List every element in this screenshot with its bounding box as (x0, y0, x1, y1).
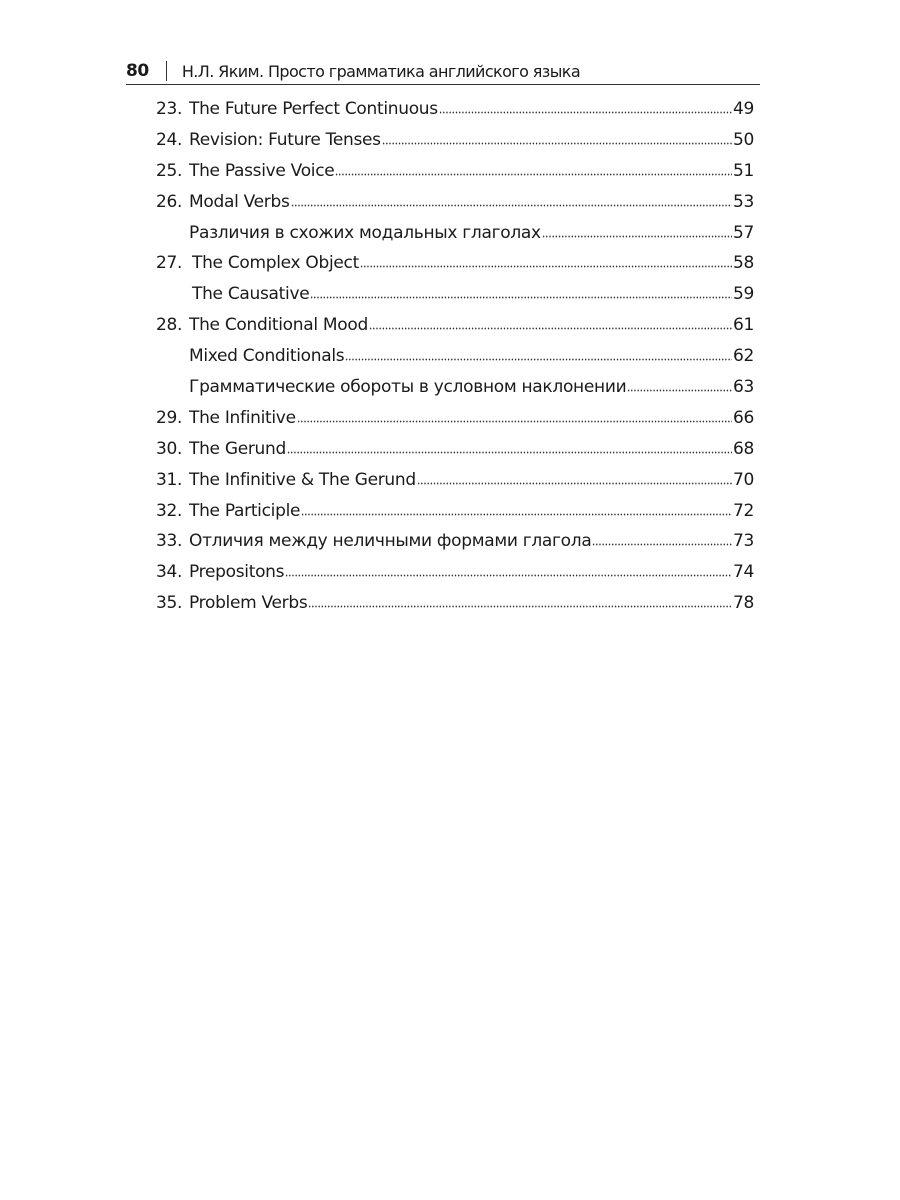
entry-number: 24. (156, 129, 183, 150)
dot-leader (297, 409, 732, 423)
dot-leader (382, 131, 732, 145)
dot-leader (308, 594, 732, 608)
dot-leader (285, 563, 732, 577)
dot-leader (335, 162, 732, 176)
entry-title: The Participle (189, 500, 301, 521)
toc-entry[interactable] (156, 557, 754, 588)
entry-page: 78 (732, 593, 754, 614)
entry-page: 51 (732, 160, 754, 181)
entry-number: 33. (156, 531, 183, 552)
entry-number: 25. (156, 160, 183, 181)
entry-page: 50 (732, 129, 754, 150)
toc-entry[interactable] (156, 310, 754, 341)
entry-title: The Infinitive (189, 407, 296, 428)
entry-page: 74 (732, 562, 754, 583)
dot-leader (417, 471, 732, 485)
entry-page: 59 (732, 284, 754, 305)
entry-page: 66 (732, 407, 754, 428)
dot-leader (301, 502, 732, 516)
dot-leader (360, 254, 732, 268)
toc-subentry[interactable] (156, 218, 754, 249)
dot-leader (291, 193, 732, 207)
toc-entry[interactable] (156, 496, 754, 527)
entry-page: 63 (732, 377, 754, 398)
dot-leader (439, 100, 732, 114)
entry-page: 70 (732, 469, 754, 490)
page-number: 80 (126, 61, 149, 81)
toc-entry[interactable] (156, 434, 754, 465)
entry-title: Отличия между неличными формами глагола (189, 531, 592, 552)
toc-entry[interactable] (156, 465, 754, 496)
table-of-contents (156, 94, 754, 619)
entry-title: Mixed Conditionals (189, 346, 345, 367)
toc-entry[interactable] (156, 588, 754, 619)
entry-title: Revision: Future Tenses (189, 129, 381, 150)
toc-subentry[interactable] (156, 341, 754, 372)
dot-leader (345, 347, 732, 361)
entry-page: 49 (732, 99, 754, 119)
dot-leader (542, 224, 732, 238)
toc-entry[interactable] (156, 94, 754, 125)
toc-entry[interactable] (156, 403, 754, 434)
entry-page: 58 (732, 253, 754, 274)
dot-leader (627, 378, 732, 392)
entry-title: The Passive Voice (189, 160, 335, 181)
toc-entry[interactable] (156, 248, 754, 279)
toc-subentry[interactable] (156, 372, 754, 403)
running-title: Н.Л. Яким. Просто грамматика английского языка (181, 61, 581, 81)
header-separator (166, 61, 167, 81)
entry-number: 32. (156, 500, 183, 521)
dot-leader (310, 285, 732, 299)
entry-number: 30. (156, 438, 183, 459)
entry-title: Грамматические обороты в условном наклонении (189, 377, 627, 398)
entry-page: 62 (732, 346, 754, 367)
entry-number: 29. (156, 407, 183, 428)
toc-entry[interactable] (156, 526, 754, 557)
entry-number: 35. (156, 593, 183, 614)
entry-title: The Conditional Mood (189, 315, 368, 336)
entry-number: 27. (156, 253, 183, 274)
entry-page: 53 (732, 191, 754, 212)
entry-title: Prepositons (189, 562, 285, 583)
entry-number: 28. (156, 315, 183, 336)
entry-title: Modal Verbs (189, 191, 290, 212)
entry-title: The Future Perfect Continuous (189, 99, 438, 119)
entry-number: 23. (156, 99, 183, 119)
entry-page: 57 (732, 222, 754, 243)
entry-number: 31. (156, 469, 183, 490)
dot-leader (369, 316, 732, 330)
toc-subentry[interactable] (156, 279, 754, 310)
entry-title: Различия в схожих модальных глаголах (189, 222, 541, 243)
entry-title: The Gerund (189, 438, 286, 459)
entry-title: The Causative (192, 284, 310, 305)
toc-entry[interactable] (156, 187, 754, 218)
running-header (126, 58, 760, 85)
entry-title: The Complex Object (192, 253, 359, 274)
entry-page: 68 (732, 438, 754, 459)
dot-leader (592, 532, 731, 546)
entry-page: 72 (732, 500, 754, 521)
entry-number: 26. (156, 191, 183, 212)
entry-title: Problem Verbs (189, 593, 308, 614)
entry-number: 34. (156, 562, 183, 583)
toc-entry[interactable] (156, 125, 754, 156)
entry-title: The Infinitive & The Gerund (189, 469, 416, 490)
entry-page: 73 (732, 531, 754, 552)
toc-entry[interactable] (156, 156, 754, 187)
dot-leader (287, 440, 732, 454)
entry-page: 61 (732, 315, 754, 336)
